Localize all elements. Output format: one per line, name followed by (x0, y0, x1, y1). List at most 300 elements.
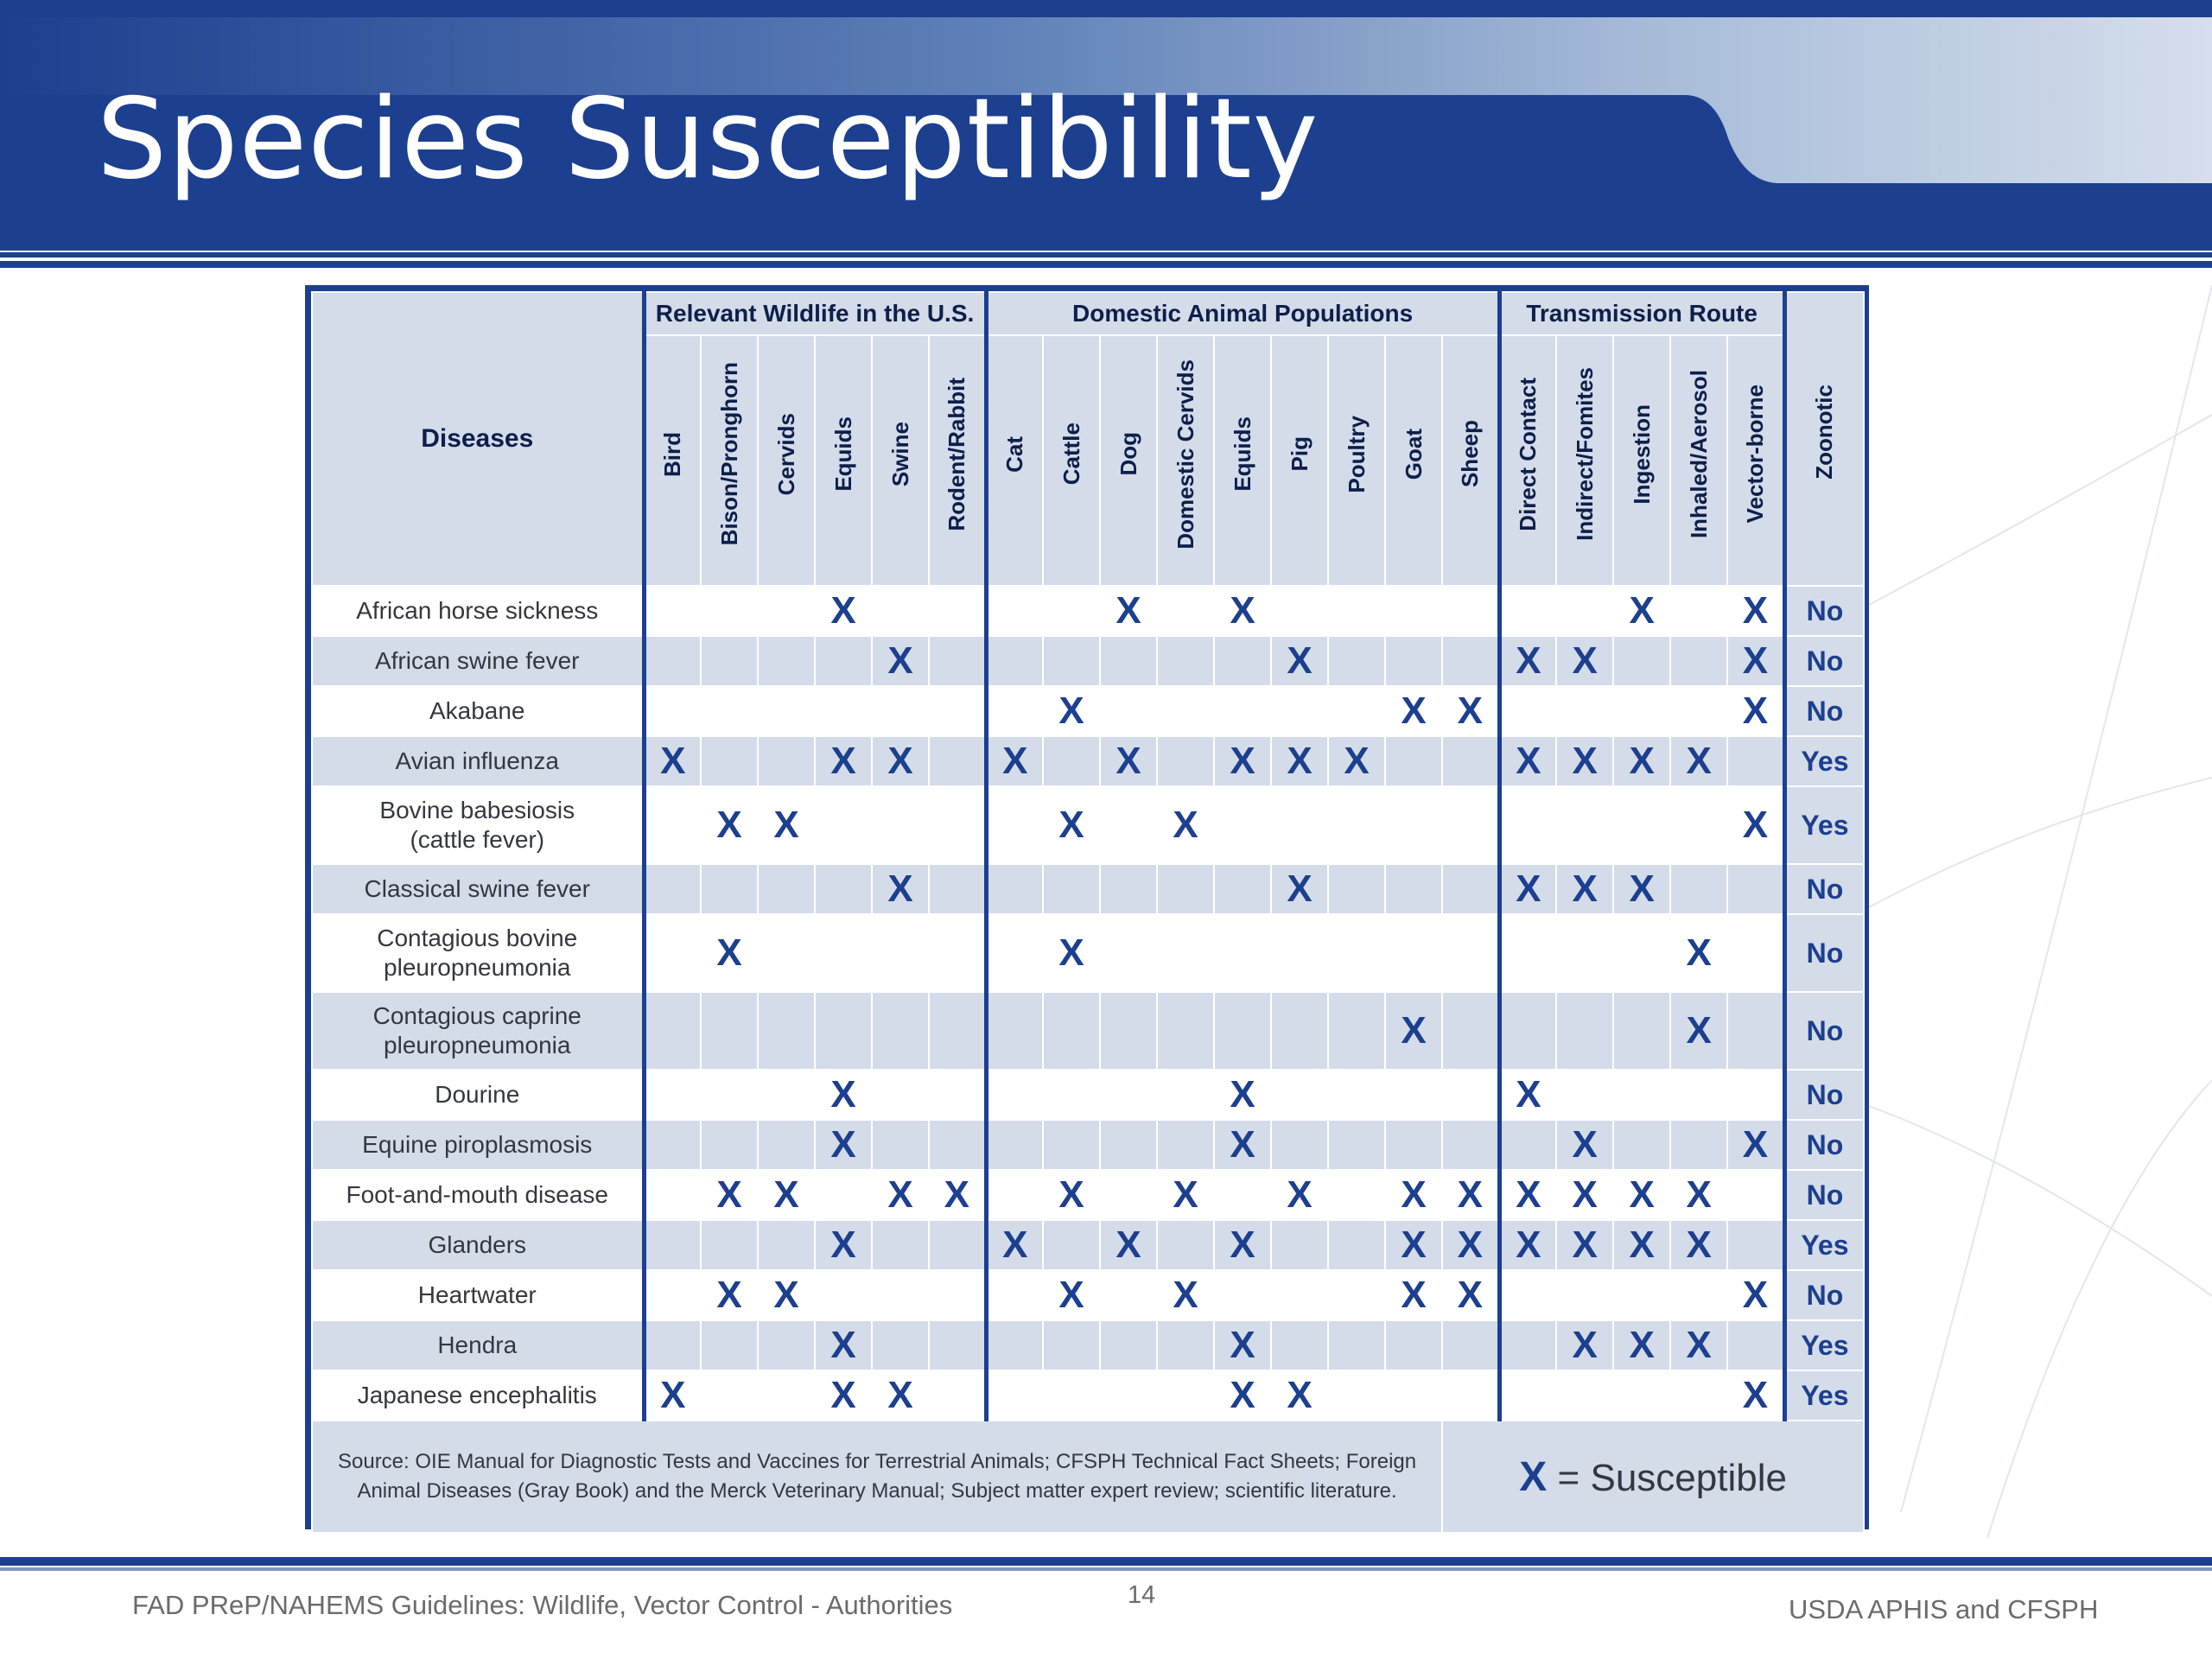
disease-name-line: Avian influenza (395, 747, 559, 775)
susceptibility-cell (1043, 992, 1100, 1070)
susceptibility-cell (1556, 636, 1613, 686)
susceptibility-cell (929, 1120, 986, 1170)
susceptibility-cell (986, 1270, 1043, 1320)
susceptibility-cell (1670, 914, 1727, 992)
susceptible-mark: X (773, 804, 799, 846)
susceptibility-cell (1613, 992, 1670, 1070)
susceptibility-cell (1499, 686, 1556, 736)
susceptibility-cell (1385, 686, 1442, 736)
susceptibility-cell (815, 586, 872, 636)
susceptibility-cell (986, 1120, 1043, 1170)
susceptibility-cell (1499, 1220, 1556, 1270)
susceptibility-cell (1727, 1170, 1784, 1220)
susceptibility-cell (1556, 686, 1613, 736)
susceptibility-cell (701, 736, 758, 786)
column-header-label: Cat (1001, 435, 1028, 473)
susceptibility-cell (1100, 636, 1157, 686)
susceptibility-cell (1043, 786, 1100, 864)
susceptibility-cell (1100, 914, 1157, 992)
susceptibility-cell (1670, 992, 1727, 1070)
susceptibility-cell (1100, 586, 1157, 636)
susceptibility-cell (1214, 736, 1271, 786)
susceptibility-cell (872, 786, 929, 864)
susceptibility-cell (1556, 914, 1613, 992)
susceptibility-cell (701, 786, 758, 864)
susceptibility-cell (758, 1270, 815, 1320)
susceptible-mark: X (1287, 868, 1313, 910)
susceptible-mark: X (830, 589, 856, 632)
susceptible-mark: X (830, 1374, 856, 1416)
susceptible-mark: X (1116, 740, 1141, 782)
susceptibility-cell (929, 992, 986, 1070)
susceptibility-cell (758, 1070, 815, 1120)
susceptibility-cell (986, 992, 1043, 1070)
susceptibility-cell (872, 1070, 929, 1120)
susceptibility-cell (1613, 1370, 1670, 1421)
susceptibility-cell (929, 914, 986, 992)
susceptibility-cell (872, 992, 929, 1070)
susceptibility-cell (1556, 992, 1613, 1070)
susceptibility-cell (1727, 736, 1784, 786)
column-header (1499, 335, 1556, 586)
susceptibility-cell (1499, 992, 1556, 1070)
susceptible-mark: X (773, 1173, 799, 1216)
susceptibility-cell (1442, 1370, 1499, 1421)
column-header (1100, 335, 1157, 586)
susceptibility-cell (1442, 786, 1499, 864)
susceptible-mark: X (1287, 1374, 1313, 1416)
susceptibility-cell (1328, 636, 1385, 686)
susceptibility-cell (986, 1370, 1043, 1421)
column-header (1556, 335, 1613, 586)
susceptibility-cell (644, 586, 701, 636)
disease-name (312, 686, 644, 736)
susceptibility-cell (1727, 864, 1784, 914)
susceptibility-cell (1328, 786, 1385, 864)
column-header (1613, 335, 1670, 586)
susceptibility-cell (1100, 736, 1157, 786)
column-header-label: Pig (1286, 436, 1313, 472)
page-number: 14 (1128, 1581, 1156, 1609)
susceptibility-cell (1613, 1220, 1670, 1270)
susceptibility-cell (1670, 1220, 1727, 1270)
susceptible-mark: X (1287, 639, 1313, 682)
susceptibility-cell (815, 786, 872, 864)
susceptibility-cell (1157, 1070, 1214, 1120)
susceptibility-cell (1157, 686, 1214, 736)
susceptible-mark: X (1629, 868, 1655, 910)
zoonotic-value: Yes (1784, 736, 1864, 786)
susceptible-mark: X (1742, 589, 1769, 632)
susceptibility-cell (1328, 1270, 1385, 1320)
footer-source: FAD PReP/NAHEMS Guidelines: Wildlife, Vector Control - Authorities (132, 1590, 953, 1620)
susceptibility-cell (986, 864, 1043, 914)
susceptibility-cell (1556, 1170, 1613, 1220)
disease-name (312, 786, 644, 864)
susceptible-mark: X (1572, 1224, 1598, 1266)
susceptibility-cell (758, 992, 815, 1070)
susceptible-mark: X (830, 1224, 856, 1266)
zoonotic-value: No (1784, 1270, 1864, 1320)
column-header-label: Goat (1400, 428, 1427, 480)
table-row (312, 686, 1864, 736)
susceptible-mark: X (887, 639, 913, 682)
susceptibility-cell (1271, 864, 1328, 914)
susceptibility-cell (701, 1220, 758, 1270)
susceptible-mark: X (1457, 1173, 1484, 1216)
susceptibility-cell (872, 1370, 929, 1421)
susceptibility-cell (1442, 636, 1499, 686)
susceptibility-cell (1100, 1070, 1157, 1120)
column-header (1214, 335, 1271, 586)
disease-name-line: African swine fever (374, 647, 580, 675)
susceptibility-cell (1556, 586, 1613, 636)
susceptible-mark: X (1686, 931, 1712, 974)
susceptibility-cell (1214, 1270, 1271, 1320)
disease-name-line: pleuropneumonia (384, 954, 571, 981)
susceptibility-cell (758, 686, 815, 736)
column-header-label: Indirect/Fomites (1571, 367, 1598, 541)
susceptibility-cell (644, 914, 701, 992)
susceptibility-cell (1385, 636, 1442, 686)
disease-name (312, 864, 644, 914)
susceptibility-cell (1613, 586, 1670, 636)
susceptibility-cell (644, 992, 701, 1070)
susceptibility-cell (644, 686, 701, 736)
susceptible-mark: X (1058, 931, 1084, 974)
susceptibility-cell (1214, 1320, 1271, 1370)
column-header (1043, 335, 1100, 586)
column-header-label: Vector-borne (1741, 385, 1768, 524)
susceptibility-cell (1328, 1220, 1385, 1270)
susceptibility-cell (1214, 992, 1271, 1070)
column-header-label: Equids (830, 416, 856, 492)
disease-name-line: (cattle fever) (410, 826, 545, 853)
susceptible-mark: X (1572, 1123, 1598, 1166)
disease-name (312, 1320, 644, 1370)
susceptibility-cell (815, 686, 872, 736)
susceptibility-cell (1556, 864, 1613, 914)
susceptibility-cell (986, 914, 1043, 992)
susceptibility-cell (1043, 864, 1100, 914)
zoonotic-value: No (1784, 914, 1864, 992)
susceptibility-cell (1556, 736, 1613, 786)
susceptible-mark: X (830, 1324, 856, 1366)
susceptibility-cell (1157, 1220, 1214, 1270)
susceptibility-cell (1271, 1120, 1328, 1170)
susceptible-mark: X (1457, 690, 1484, 732)
disease-name-line: Glanders (428, 1231, 527, 1259)
susceptibility-cell (815, 1220, 872, 1270)
susceptible-mark: X (716, 1173, 742, 1216)
susceptibility-cell (1157, 736, 1214, 786)
susceptibility-cell (701, 992, 758, 1070)
susceptible-mark: X (1401, 690, 1427, 732)
susceptibility-cell (1328, 736, 1385, 786)
susceptible-mark: X (1516, 639, 1541, 682)
susceptibility-cell (758, 1120, 815, 1170)
table-row (312, 1170, 1864, 1220)
susceptible-mark: X (1002, 1224, 1028, 1266)
susceptibility-cell (701, 1270, 758, 1320)
susceptible-mark: X (1116, 589, 1141, 632)
column-header (872, 335, 929, 586)
susceptibility-cell (1157, 1270, 1214, 1320)
susceptibility-cell (1157, 586, 1214, 636)
susceptibility-cell (1613, 1170, 1670, 1220)
susceptible-mark: X (1287, 1173, 1313, 1216)
susceptibility-cell (1613, 636, 1670, 686)
susceptible-mark: X (1230, 1123, 1255, 1166)
susceptibility-cell (1613, 1270, 1670, 1320)
susceptibility-cell (1271, 686, 1328, 736)
susceptibility-cell (929, 1320, 986, 1370)
susceptible-mark: X (1058, 804, 1084, 846)
susceptibility-cell (1727, 1120, 1784, 1170)
susceptibility-cell (872, 736, 929, 786)
susceptible-mark: X (1116, 1224, 1141, 1266)
susceptibility-cell (1271, 1220, 1328, 1270)
susceptibility-cell (1157, 786, 1214, 864)
susceptibility-cell (1385, 586, 1442, 636)
susceptibility-cell (872, 586, 929, 636)
susceptibility-cell (1100, 864, 1157, 914)
footer-rule-thin (0, 1567, 2212, 1571)
disease-name-line: Bovine babesiosis (379, 797, 575, 824)
susceptibility-cell (986, 586, 1043, 636)
susceptibility-cell (644, 1120, 701, 1170)
susceptible-mark: X (1572, 868, 1598, 910)
susceptibility-cell (929, 786, 986, 864)
disease-name-line: Japanese encephalitis (357, 1382, 597, 1409)
susceptibility-cell (1442, 1320, 1499, 1370)
susceptibility-cell (1271, 636, 1328, 686)
susceptibility-cell (1556, 1370, 1613, 1421)
susceptibility-cell (1157, 1370, 1214, 1421)
susceptibility-cell (1442, 586, 1499, 636)
susceptibility-cell (1727, 992, 1784, 1070)
susceptibility-cell (1385, 1070, 1442, 1120)
susceptibility-cell (1442, 1120, 1499, 1170)
susceptibility-cell (1499, 586, 1556, 636)
susceptibility-cell (758, 864, 815, 914)
column-header-label: Direct Contact (1515, 377, 1541, 531)
susceptible-mark: X (1572, 1173, 1598, 1216)
susceptible-mark: X (1230, 1224, 1255, 1266)
susceptibility-table (305, 285, 1869, 1529)
susceptible-mark: X (1686, 1224, 1712, 1266)
susceptible-mark: X (1230, 589, 1255, 632)
table-row (312, 1370, 1864, 1421)
susceptibility-cell (986, 1070, 1043, 1120)
susceptibility-cell (1157, 636, 1214, 686)
susceptibility-cell (701, 1170, 758, 1220)
susceptible-mark: X (1629, 1224, 1655, 1266)
column-header-label: Bird (659, 431, 686, 477)
susceptibility-cell (1043, 586, 1100, 636)
susceptibility-cell (1214, 914, 1271, 992)
susceptibility-cell (644, 864, 701, 914)
legend-text: = Susceptible (1557, 1456, 1787, 1499)
susceptibility-cell (1499, 1270, 1556, 1320)
susceptibility-cell (872, 914, 929, 992)
susceptibility-cell (1670, 586, 1727, 636)
susceptibility-cell (644, 1220, 701, 1270)
table-row (312, 992, 1864, 1070)
susceptibility-cell (1100, 786, 1157, 864)
susceptible-mark: X (830, 740, 856, 782)
susceptible-mark: X (1230, 1374, 1255, 1416)
susceptibility-cell (1100, 1270, 1157, 1320)
susceptible-mark: X (1686, 1009, 1712, 1052)
susceptibility-cell (1271, 586, 1328, 636)
susceptibility-cell (701, 1120, 758, 1170)
susceptibility-cell (1157, 1320, 1214, 1370)
susceptibility-cell (872, 636, 929, 686)
susceptible-mark: X (1742, 690, 1769, 732)
susceptibility-cell (1271, 736, 1328, 786)
susceptibility-cell (701, 914, 758, 992)
susceptibility-cell (1214, 636, 1271, 686)
susceptibility-cell (929, 636, 986, 686)
header-banner (0, 0, 2212, 272)
susceptibility-cell (1556, 1320, 1613, 1370)
susceptibility-cell (1613, 786, 1670, 864)
susceptibility-cell (644, 1270, 701, 1320)
susceptibility-cell (872, 1220, 929, 1270)
susceptibility-cell (815, 1120, 872, 1170)
disease-name (312, 1370, 644, 1421)
disease-name-line: Akabane (429, 697, 525, 725)
susceptible-mark: X (887, 740, 913, 782)
susceptibility-cell (929, 586, 986, 636)
susceptible-mark: X (1401, 1009, 1427, 1052)
susceptible-mark: X (660, 740, 686, 782)
susceptible-mark: X (1516, 868, 1541, 910)
disease-name-line: African horse sickness (356, 597, 599, 625)
column-header (929, 335, 986, 586)
zoonotic-value: No (1784, 1170, 1864, 1220)
susceptible-mark: X (1173, 1274, 1198, 1316)
zoonotic-value: No (1784, 586, 1864, 636)
susceptibility-cell (1328, 1370, 1385, 1421)
susceptibility-cell (1214, 1120, 1271, 1170)
footer-rule (0, 1557, 2212, 1566)
susceptibility-cell (1271, 914, 1328, 992)
susceptibility-cell (644, 1370, 701, 1421)
susceptibility-cell (1613, 864, 1670, 914)
susceptibility-cell (929, 736, 986, 786)
table-row (312, 1070, 1864, 1120)
susceptibility-cell (1499, 736, 1556, 786)
diseases-header: Diseases (312, 292, 644, 586)
susceptibility-cell (1727, 1320, 1784, 1370)
disease-name (312, 914, 644, 992)
susceptibility-cell (1385, 864, 1442, 914)
group-header: Relevant Wildlife in the U.S. (644, 292, 986, 335)
table-row (312, 1320, 1864, 1370)
susceptibility-cell (1271, 786, 1328, 864)
susceptibility-cell (1157, 992, 1214, 1070)
susceptible-mark: X (1516, 1073, 1541, 1116)
disease-name (312, 1270, 644, 1320)
susceptibility-cell (1100, 1220, 1157, 1270)
susceptibility-cell (1727, 686, 1784, 736)
susceptibility-cell (1727, 1370, 1784, 1421)
disease-name (312, 1070, 644, 1120)
susceptibility-cell (815, 914, 872, 992)
zoonotic-value: No (1784, 992, 1864, 1070)
susceptibility-cell (1157, 1170, 1214, 1220)
susceptibility-cell (1727, 1220, 1784, 1270)
susceptibility-cell (1043, 1070, 1100, 1120)
susceptibility-cell (758, 1320, 815, 1370)
slide-title: Species Susceptibility (97, 75, 1319, 204)
susceptibility-cell (929, 1220, 986, 1270)
column-header-label: Cervids (772, 412, 799, 496)
susceptibility-cell (1442, 1070, 1499, 1120)
susceptible-mark: X (1457, 1224, 1484, 1266)
susceptibility-cell (758, 1370, 815, 1421)
zoonotic-value: Yes (1784, 1370, 1864, 1421)
susceptibility-cell (1499, 1120, 1556, 1170)
table-row (312, 1270, 1864, 1320)
susceptible-mark: X (1230, 1324, 1255, 1366)
susceptible-mark: X (1002, 740, 1028, 782)
susceptible-mark: X (1058, 1173, 1084, 1216)
susceptibility-cell (986, 1220, 1043, 1270)
susceptibility-cell (1043, 1270, 1100, 1320)
susceptibility-cell (1727, 586, 1784, 636)
column-header-label: Domestic Cervids (1172, 359, 1198, 550)
susceptible-mark: X (773, 1274, 799, 1316)
susceptibility-cell (1670, 1170, 1727, 1220)
zoonotic-value: Yes (1784, 1220, 1864, 1270)
susceptibility-cell (1328, 864, 1385, 914)
susceptibility-cell (1328, 1120, 1385, 1170)
susceptibility-cell (1043, 1320, 1100, 1370)
susceptibility-cell (1670, 1070, 1727, 1120)
susceptibility-cell (1157, 864, 1214, 914)
susceptibility-cell (1328, 586, 1385, 636)
susceptible-mark: X (1401, 1274, 1427, 1316)
susceptibility-cell (1442, 1220, 1499, 1270)
susceptibility-cell (1271, 1270, 1328, 1320)
susceptibility-cell (1100, 686, 1157, 736)
table-row (312, 636, 1864, 686)
legend (1442, 1421, 1864, 1533)
susceptibility-cell (1043, 1170, 1100, 1220)
susceptibility-cell (1385, 1220, 1442, 1270)
susceptibility-cell (644, 786, 701, 864)
table-row (312, 1120, 1864, 1170)
susceptibility-cell (1100, 1370, 1157, 1421)
susceptibility-cell (1328, 992, 1385, 1070)
susceptibility-cell (1214, 1370, 1271, 1421)
susceptibility-cell (1727, 914, 1784, 992)
susceptible-mark: X (1287, 740, 1313, 782)
susceptibility-cell (701, 636, 758, 686)
susceptibility-cell (644, 736, 701, 786)
column-header (986, 335, 1043, 586)
susceptible-mark: X (1516, 740, 1541, 782)
disease-name-line: Heartwater (417, 1281, 537, 1309)
disease-name-line: Foot-and-mouth disease (346, 1181, 608, 1209)
susceptible-mark: X (660, 1374, 686, 1416)
susceptibility-cell (1442, 864, 1499, 914)
table-row (312, 736, 1864, 786)
susceptibility-cell (1043, 636, 1100, 686)
